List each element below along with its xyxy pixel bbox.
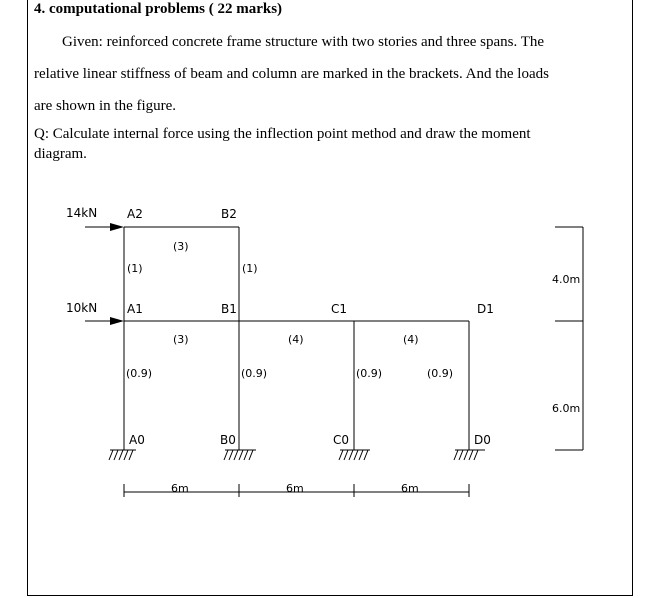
node-label-a2: A2 [127, 207, 143, 221]
node-label-c0: C0 [333, 433, 350, 447]
problem-heading: 4. computational problems ( 22 marks) [34, 1, 283, 17]
node-label-b2: B2 [221, 207, 237, 221]
span-label-2: 6m [286, 482, 304, 495]
node-label-b0: B0 [220, 433, 236, 447]
stiffness-column-b-lower: (0.9) [241, 367, 268, 380]
given-line-3: are shown in the figure. [34, 98, 177, 114]
stiffness-beam-mid-2: (4) [288, 333, 304, 346]
node-label-a0: A0 [129, 433, 145, 447]
stiffness-column-a-lower: (0.9) [126, 367, 153, 380]
load-arrow-top [85, 223, 124, 231]
node-label-c1: C1 [331, 302, 348, 316]
node-label-b1: B1 [221, 302, 237, 316]
question-line-1: Q: Calculate internal force using the inflection point method and draw the moment [34, 126, 531, 142]
stiffness-column-a-upper: (1) [127, 262, 143, 275]
stiffness-beam-top: (3) [173, 240, 189, 253]
fixed-support-b0 [224, 450, 256, 460]
question-line-2: diagram. [34, 146, 87, 162]
load-label-middle: 10kN [66, 301, 98, 315]
node-label-d0: D0 [474, 433, 491, 447]
height-label-upper: 4.0m [552, 273, 581, 286]
given-line-2: relative linear stiffness of beam and column are marked in the brackets. And the loads [34, 66, 549, 82]
stiffness-column-b-upper: (1) [242, 262, 258, 275]
stiffness-beam-mid-3: (4) [403, 333, 419, 346]
stiffness-column-d-lower: (0.9) [427, 367, 454, 380]
height-label-lower: 6.0m [552, 402, 581, 415]
span-label-3: 6m [401, 482, 419, 495]
node-label-d1: D1 [477, 302, 494, 316]
given-line-1: Given: reinforced concrete frame structure with two stories and three spans. The [62, 34, 545, 50]
fixed-support-a0 [109, 450, 136, 460]
fixed-support-d0 [454, 450, 485, 460]
node-label-a1: A1 [127, 302, 143, 316]
fixed-support-c0 [339, 450, 370, 460]
load-label-top: 14kN [66, 206, 98, 220]
stiffness-beam-mid-1: (3) [173, 333, 189, 346]
span-label-1: 6m [171, 482, 189, 495]
load-arrow-middle [85, 317, 124, 325]
stiffness-column-c-lower: (0.9) [356, 367, 383, 380]
height-dimension [555, 227, 583, 450]
